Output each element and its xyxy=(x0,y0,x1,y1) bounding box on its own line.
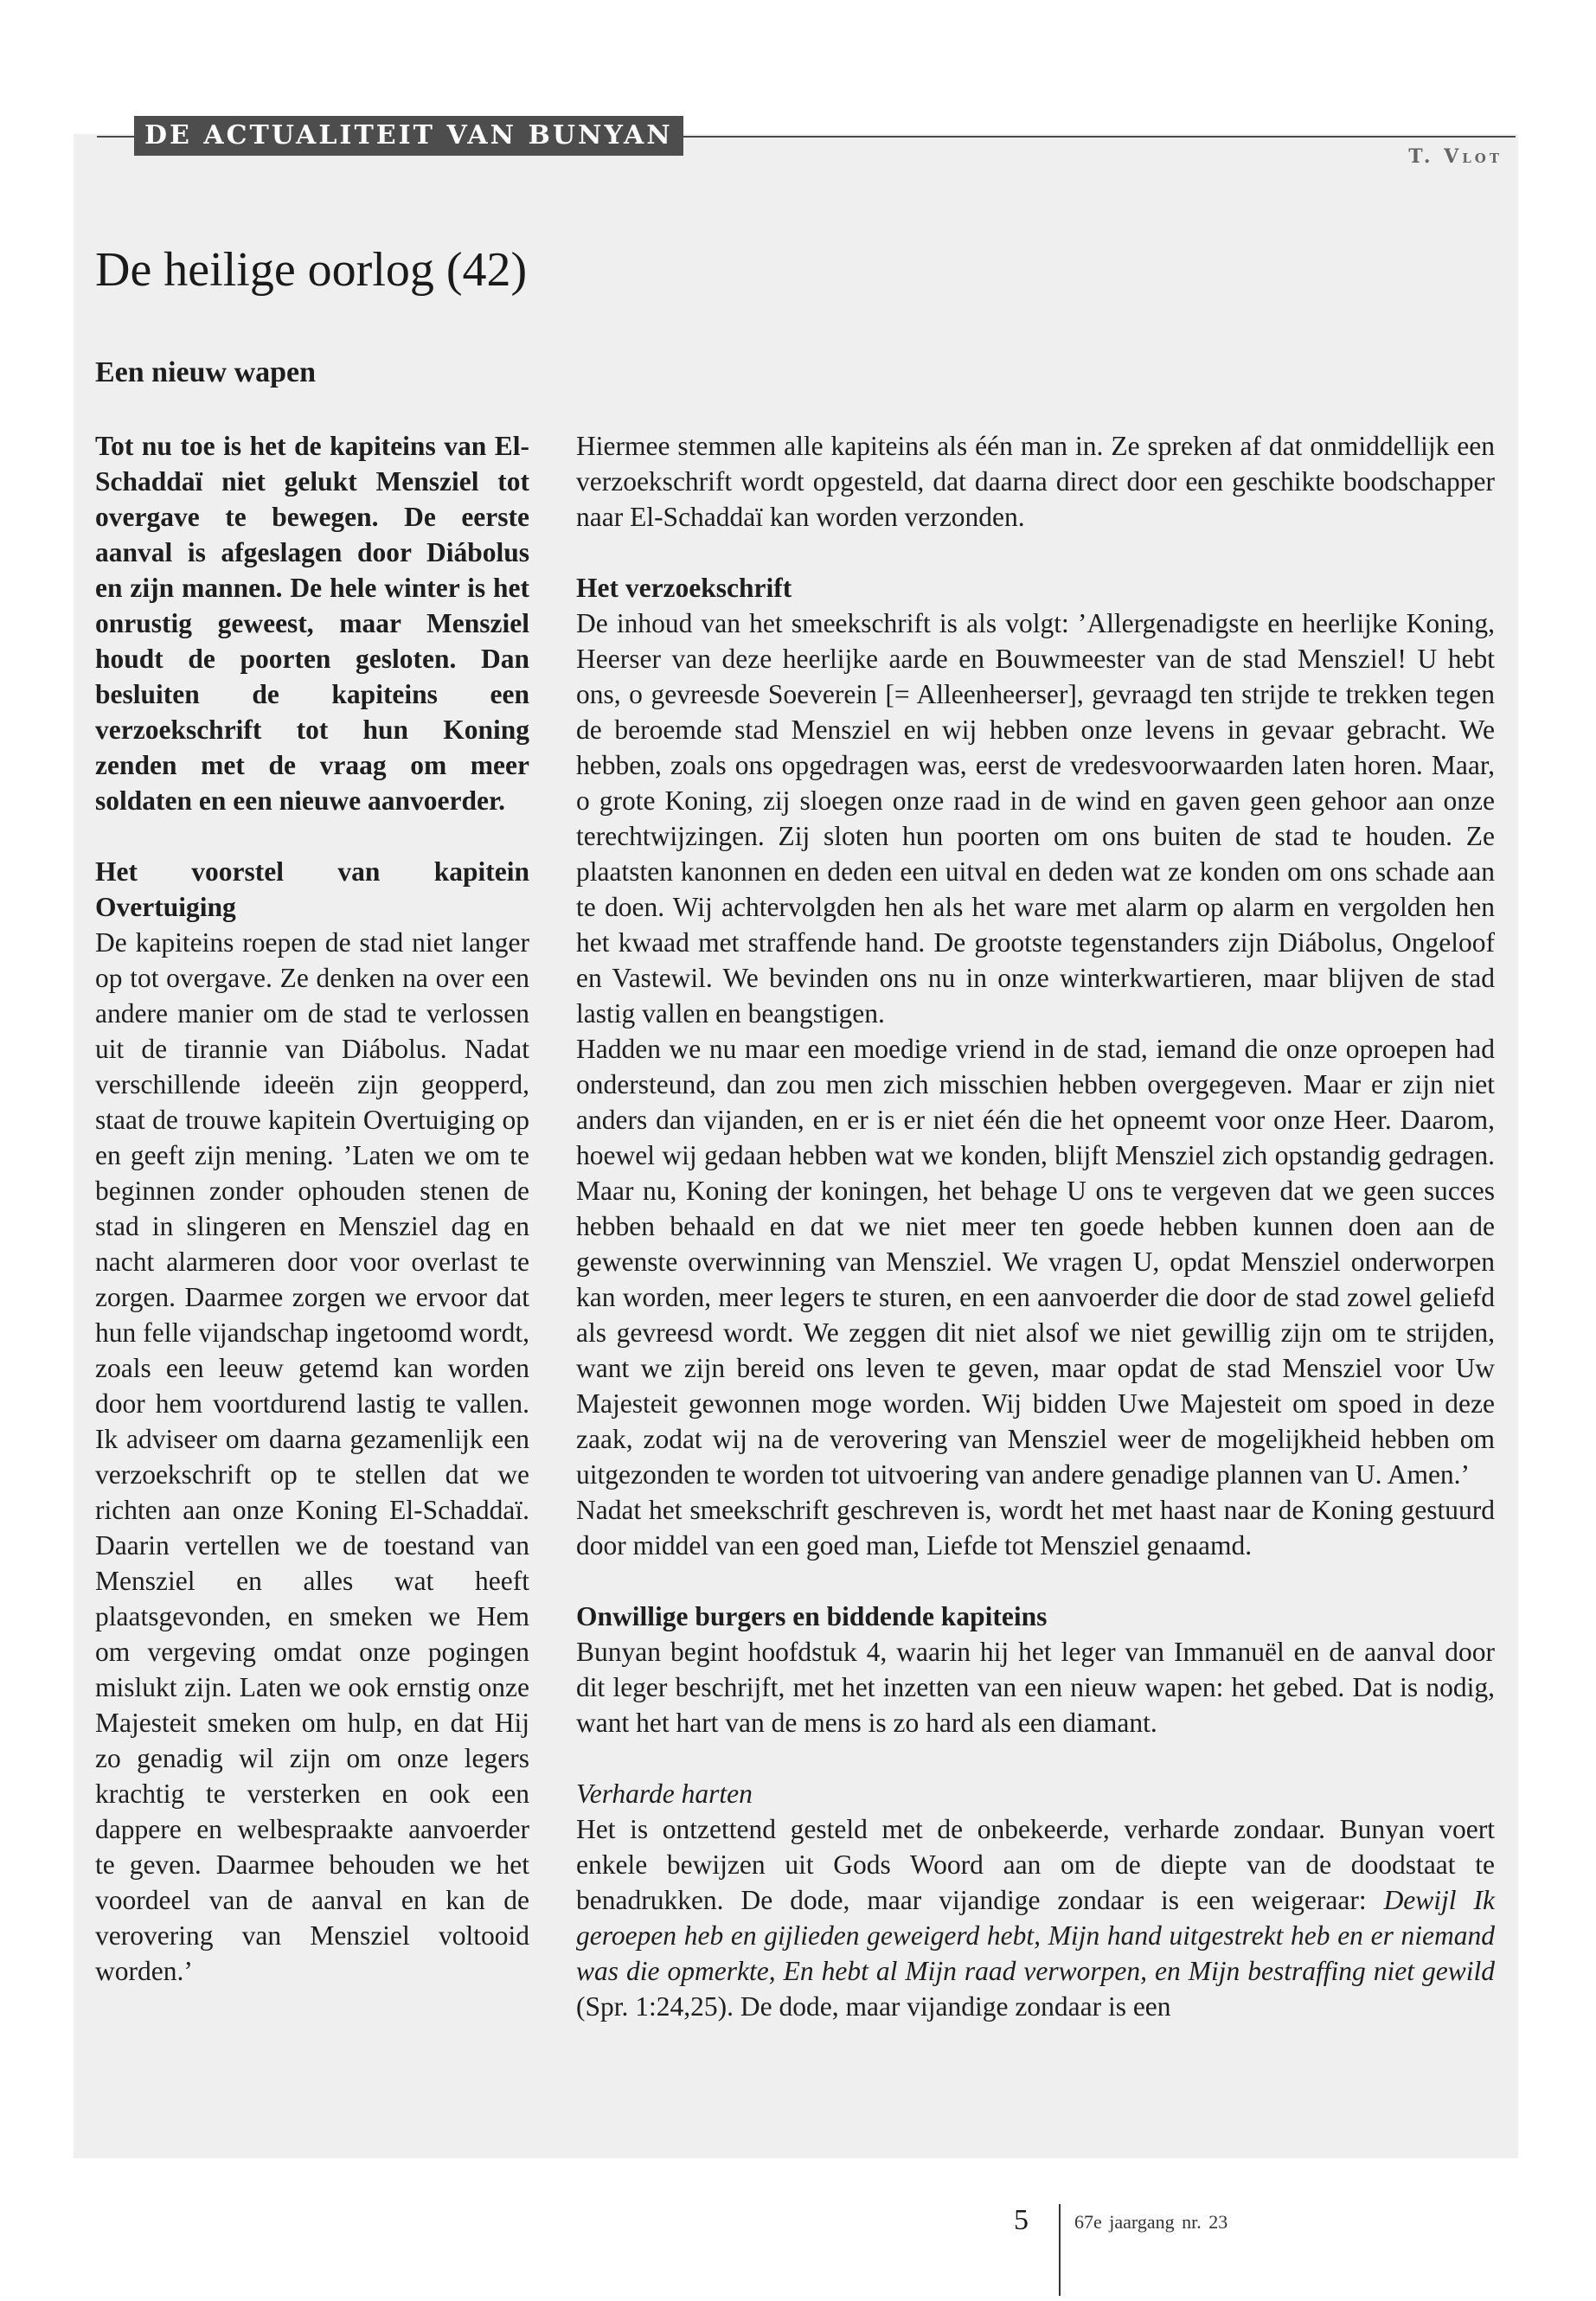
section-label: DE ACTUALITEIT VAN BUNYAN xyxy=(134,116,683,156)
article-title: De heilige oorlog (42) xyxy=(95,243,528,297)
paragraph-onwillige: Bunyan begint hoofdstuk 4, waarin hij het leger van Immanuël en de aanval door dit leger beschrijft, met het inzetten van een nieuw wapen: het gebed. Dat is nodig, want het hart van de mens is zo hard als een diamant. xyxy=(576,1637,1495,1738)
paragraph-hiermee: Hiermee stemmen alle kapiteins als één man in. Ze spreken af dat onmiddellijk een verzoekschrift wordt opgesteld, dat daarna direct door een geschikte boodschapper naar El-Schaddaï kan worden verzonden. xyxy=(576,431,1495,532)
left-column xyxy=(95,428,529,1989)
bible-quote: Dewijl Ik geroepen heb en gijlieden geweigerd hebt, Mijn hand uitgestrekt heb en er niemand was die opmerkte, En hebt al Mijn raad verworpen, en Mijn bestraffing niet gewild xyxy=(576,1885,1495,1986)
heading-verzoekschrift: Het verzoekschrift xyxy=(576,573,792,603)
paragraph-verzoekschrift-2: Hadden we nu maar een moedige vriend in de stad, iemand die onze oproepen had ondersteund, dan zou men zich misschien hebben overgegeven. Maar er zijn niet anders dan vijanden, en er is er niet één die het opneemt voor onze Heer. Daarom, hoewel wij gedaan hebben wat we konden, blijft Mensziel zich opstandig gedragen. Maar nu, Koning der koningen, het behage U ons te vergeven dat we geen succes hebben behaald en dat we niet meer ten goede hebben kunnen doen aan de gewenste overwinning van Mensziel. We vragen U, opdat Mensziel onderworpen kan worden, meer legers te sturen, en een aanvoerder die door de stad zowel geliefd als gevreesd wordt. We zeggen dit niet alsof we niet gewillig zijn om te strijden, want we zijn bereid ons leven te geven, maar opdat de stad Mensziel voor Uw Majesteit gewonnen moge worden. Wij bidden Uwe Majesteit om spoed in deze zaak, zodat wij na de verovering van Mensziel weer de mogelijkheid hebben om uitgezonden te worden tot uitvoering van andere genadige plannen van U. Amen.’ xyxy=(576,1034,1495,1490)
verharde-text-end: (Spr. 1:24,25). De dode, maar vijandige zondaar is een xyxy=(576,1991,1171,2022)
paragraph-verzoekschrift-1: De inhoud van het smeekschrift is als volgt: ’Allergenadigste en heerlijke Koning, Heerser van deze heerlijke aarde en Bouwmeester van de stad Mensziel! U hebt ons, o gevreesde Soeverein [= Alleenheerser], gevraagd ten strijde te trekken tegen de beroemde stad Mensziel en wij hebben onze levens in gevaar gebracht. We hebben, zoals ons opgedragen was, eerst de vredesvoorwaarden laten horen. Maar, o grote Koning, zij sloegen onze raad in de wind en gaven geen gehoor aan onze terechtwijzingen. Zij sloten hun poorten om ons buiten de stad te houden. Ze plaatsten kanonnen en deden een uitval en deden wat ze konden om ons schade aan te doen. Wij achtervolgden hen als het ware met alarm op alarm en vergolden hen het kwaad met straffende hand. De grootste tegenstanders zijn Diábolus, Ongeloof en Vastewil. We bevinden ons nu in onze winterkwartieren, maar blijven de stad lastig vallen en beangstigen. xyxy=(576,608,1495,1029)
footer-divider xyxy=(1059,2204,1061,2296)
article-subtitle: Een nieuw wapen xyxy=(95,356,317,388)
page-number: 5 xyxy=(1014,2204,1029,2236)
paragraph-verzoekschrift-3: Nadat het smeekschrift geschreven is, wordt het met haast naar de Koning gestuurd door middel van een goed man, Liefde tot Mensziel genaamd. xyxy=(576,1495,1495,1561)
author-name: T. Vlot xyxy=(1408,145,1503,168)
heading-verharde: Verharde harten xyxy=(576,1779,753,1809)
verharde-text-start: Het is ontzettend gesteld met de onbekeerde, verharde zondaar. Bunyan voert enkele bewijzen uit Gods Woord aan om de diepte van de doodstaat te benadrukken. De dode, maar vijandige zondaar is een weigeraar: xyxy=(576,1814,1495,1915)
paragraph-voorstel: De kapiteins roepen de stad niet langer op tot overgave. Ze denken na over een andere manier om de stad te verlossen uit de tirannie van Diábolus. Nadat verschillende ideeën zijn geopperd, staat de trouwe kapitein Overtuiging op en geeft zijn mening. ’Laten we om te beginnen zonder ophouden stenen de stad in slingeren en Mensziel dag en nacht alarmeren door voor overlast te zorgen. Daarmee zorgen we ervoor dat hun felle vijandschap ingetoomd wordt, zoals een leeuw getemd kan worden door hem voortdurend lastig te vallen. Ik adviseer om daarna gezamenlijk een verzoekschrift op te stellen dat we richten aan onze Koning El-Schaddaï. Daarin vertellen we de toestand van Mensziel en alles wat heeft plaatsgevonden, en smeken we Hem om vergeving omdat onze pogingen mislukt zijn. Laten we ook ernstig onze Majesteit smeken om hulp, en dat Hij zo genadig wil zijn om onze legers krachtig te versterken en ook een dappere en welbespraakte aanvoerder te geven. Daarmee behouden we het voordeel van de aanval en kan de verovering van Mensziel voltooid worden.’ xyxy=(95,927,529,1986)
heading-onwillige: Onwillige burgers en biddende kapiteins xyxy=(576,1601,1048,1631)
heading-voorstel: Het voorstel van kapitein Overtuiging xyxy=(95,856,529,922)
right-column xyxy=(576,428,1495,2024)
lead-paragraph: Tot nu toe is het de kapiteins van El-Schaddaï niet gelukt Mensziel tot overgave te bewegen. De eerste aanval is afgeslagen door Diábolus en zijn mannen. De hele winter is het onrustig geweest, maar Mensziel houdt de poorten gesloten. Dan besluiten de kapiteins een verzoekschrift tot hun Koning zenden met de vraag om meer soldaten en een nieuwe aanvoerder. xyxy=(95,431,529,816)
paragraph-verharde xyxy=(576,1811,1495,2024)
journal-info: 67e jaargang nr. 23 xyxy=(1074,2211,1228,2233)
